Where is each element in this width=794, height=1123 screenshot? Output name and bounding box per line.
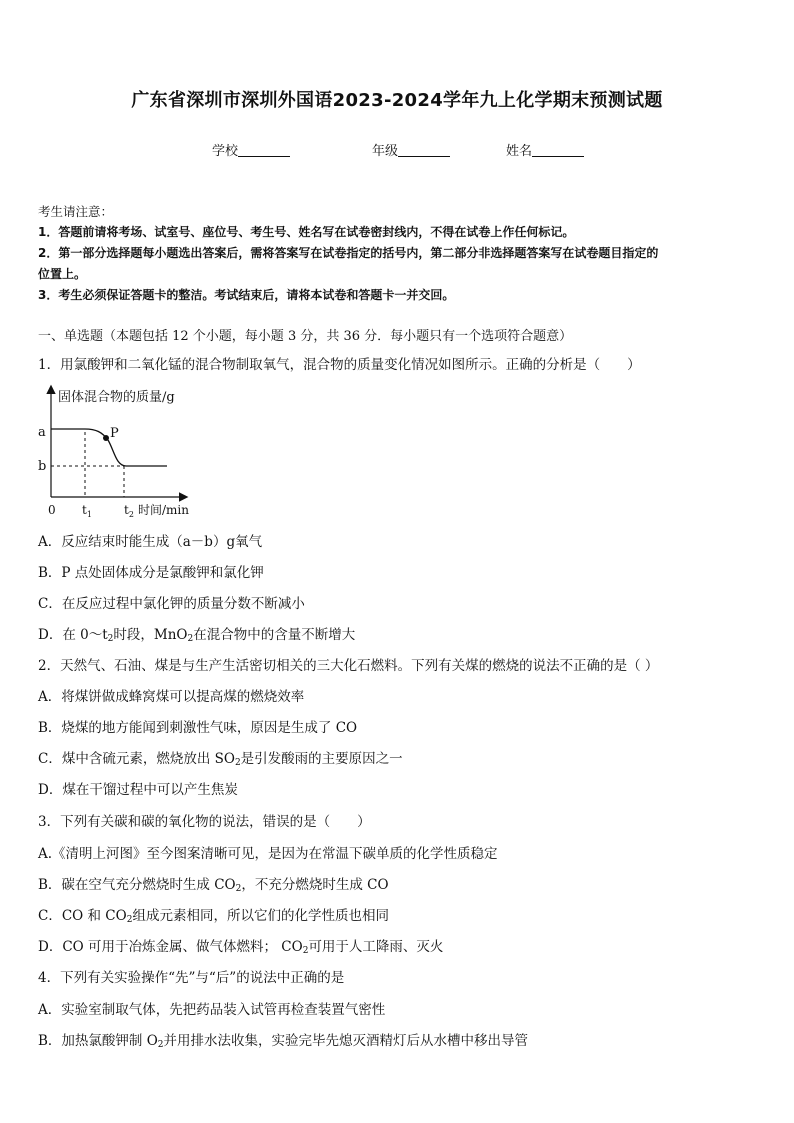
q3-option-c: C．CO 和 $CO_2$组成元素相同，所以它们的化学性质也相同 xyxy=(38,908,389,925)
q2-option-a: A．将煤饼做成蜂窝煤可以提高煤的燃烧效率 xyxy=(38,689,305,705)
section-heading: 一、单选题（本题包括 12 个小题，每小题 3 分，共 36 分．每小题只有一个选项符合题意） xyxy=(38,329,573,344)
q2-option-d: D．煤在干馏过程中可以产生焦炭 xyxy=(38,782,238,798)
q3-option-d: D．CO 可用于冶炼金属、做气体燃料； $CO_2$可用于人工降雨、灭火 xyxy=(38,939,444,956)
q4-option-b: B．加热氯酸钾制 $O_2$并用排水法收集，实验完毕先熄灭酒精灯后从水槽中移出导管 xyxy=(38,1033,529,1050)
point-p xyxy=(103,435,109,441)
q2-option-c: C．煤中含硫元素，燃烧放出 $SO_2$是引发酸雨的主要原因之一 xyxy=(38,751,403,768)
q1-stem: 1．用氯酸钾和二氧化锰的混合物制取氧气，混合物的质量变化情况如图所示。正确的分析是（ ） xyxy=(38,357,641,373)
mass-curve xyxy=(51,429,167,466)
notes-heading: 考生请注意： xyxy=(38,204,114,219)
t2-label: $t_2$ xyxy=(124,503,134,519)
q2-stem: 2．天然气、石油、煤是与生产生活密切相关的三大化石燃料。下列有关煤的燃烧的说法不正确的是（ ） xyxy=(38,658,659,674)
q1-option-d: D．在 $0\sim t_2$时段，MnO$_2$在混合物中的含量不断增大 xyxy=(38,627,356,644)
school-label: 学校 xyxy=(212,144,239,159)
name-label: 姓名 xyxy=(506,144,533,159)
q1-option-b: B．P 点处固体成分是氯酸钾和氯化钾 xyxy=(38,565,264,581)
tick-a: a xyxy=(38,425,46,440)
grade-blank[interactable] xyxy=(398,144,450,157)
point-p-label: P xyxy=(110,426,119,441)
origin-label: 0 xyxy=(48,503,56,517)
q2-option-b: B．烧煤的地方能闻到刺激性气味，原因是生成了 CO xyxy=(38,720,358,736)
note-1: 1．答题前请将考场、试室号、座位号、考生号、姓名写在试卷密封线内，不得在试卷上作任何标记。 xyxy=(38,225,575,239)
page-title: 广东省深圳市深圳外国语2023-2024学年九上化学期末预测试题 xyxy=(131,90,663,111)
name-field xyxy=(506,140,584,159)
q1-option-a: A．反应结束时能生成（a－b）g氧气 xyxy=(38,534,263,550)
note-2-cont: 位置上。 xyxy=(38,267,87,281)
note-2: 2．第一部分选择题每小题选出答案后，需将答案写在试卷指定的括号内，第二部分非选择题答案写在试卷题目指定的 xyxy=(38,246,659,260)
mass-time-graph xyxy=(30,384,200,519)
y-axis-label: 固体混合物的质量/g xyxy=(58,390,175,405)
note-3: 3．考生必须保证答题卡的整洁。考试结束后，请将本试卷和答题卡一并交回。 xyxy=(38,288,455,302)
school-blank[interactable] xyxy=(238,144,290,157)
t1-label: $t_1$ xyxy=(82,503,92,519)
grade-label: 年级 xyxy=(372,144,399,159)
q3-option-b: B．碳在空气充分燃烧时生成 $CO_2$，不充分燃烧时生成 CO xyxy=(38,877,389,894)
tick-b: b xyxy=(38,459,47,474)
school-field xyxy=(212,140,290,159)
exam-notes xyxy=(38,201,760,306)
grade-field xyxy=(372,140,450,159)
name-blank[interactable] xyxy=(532,144,584,157)
q3-stem: 3．下列有关碳和碳的氧化物的说法，错误的是（ ） xyxy=(38,814,371,830)
q1-option-c: C．在反应过程中氯化钾的质量分数不断减小 xyxy=(38,596,305,612)
q4-stem: 4．下列有关实验操作“先”与“后”的说法中正确的是 xyxy=(38,970,345,986)
x-axis-label: 时间/min xyxy=(138,503,189,517)
q4-option-a: A．实验室制取气体，先把药品装入试管再检查装置气密性 xyxy=(38,1002,386,1018)
q3-option-a: A.《清明上河图》至今图案清晰可见，是因为在常温下碳单质的化学性质稳定 xyxy=(38,846,498,862)
